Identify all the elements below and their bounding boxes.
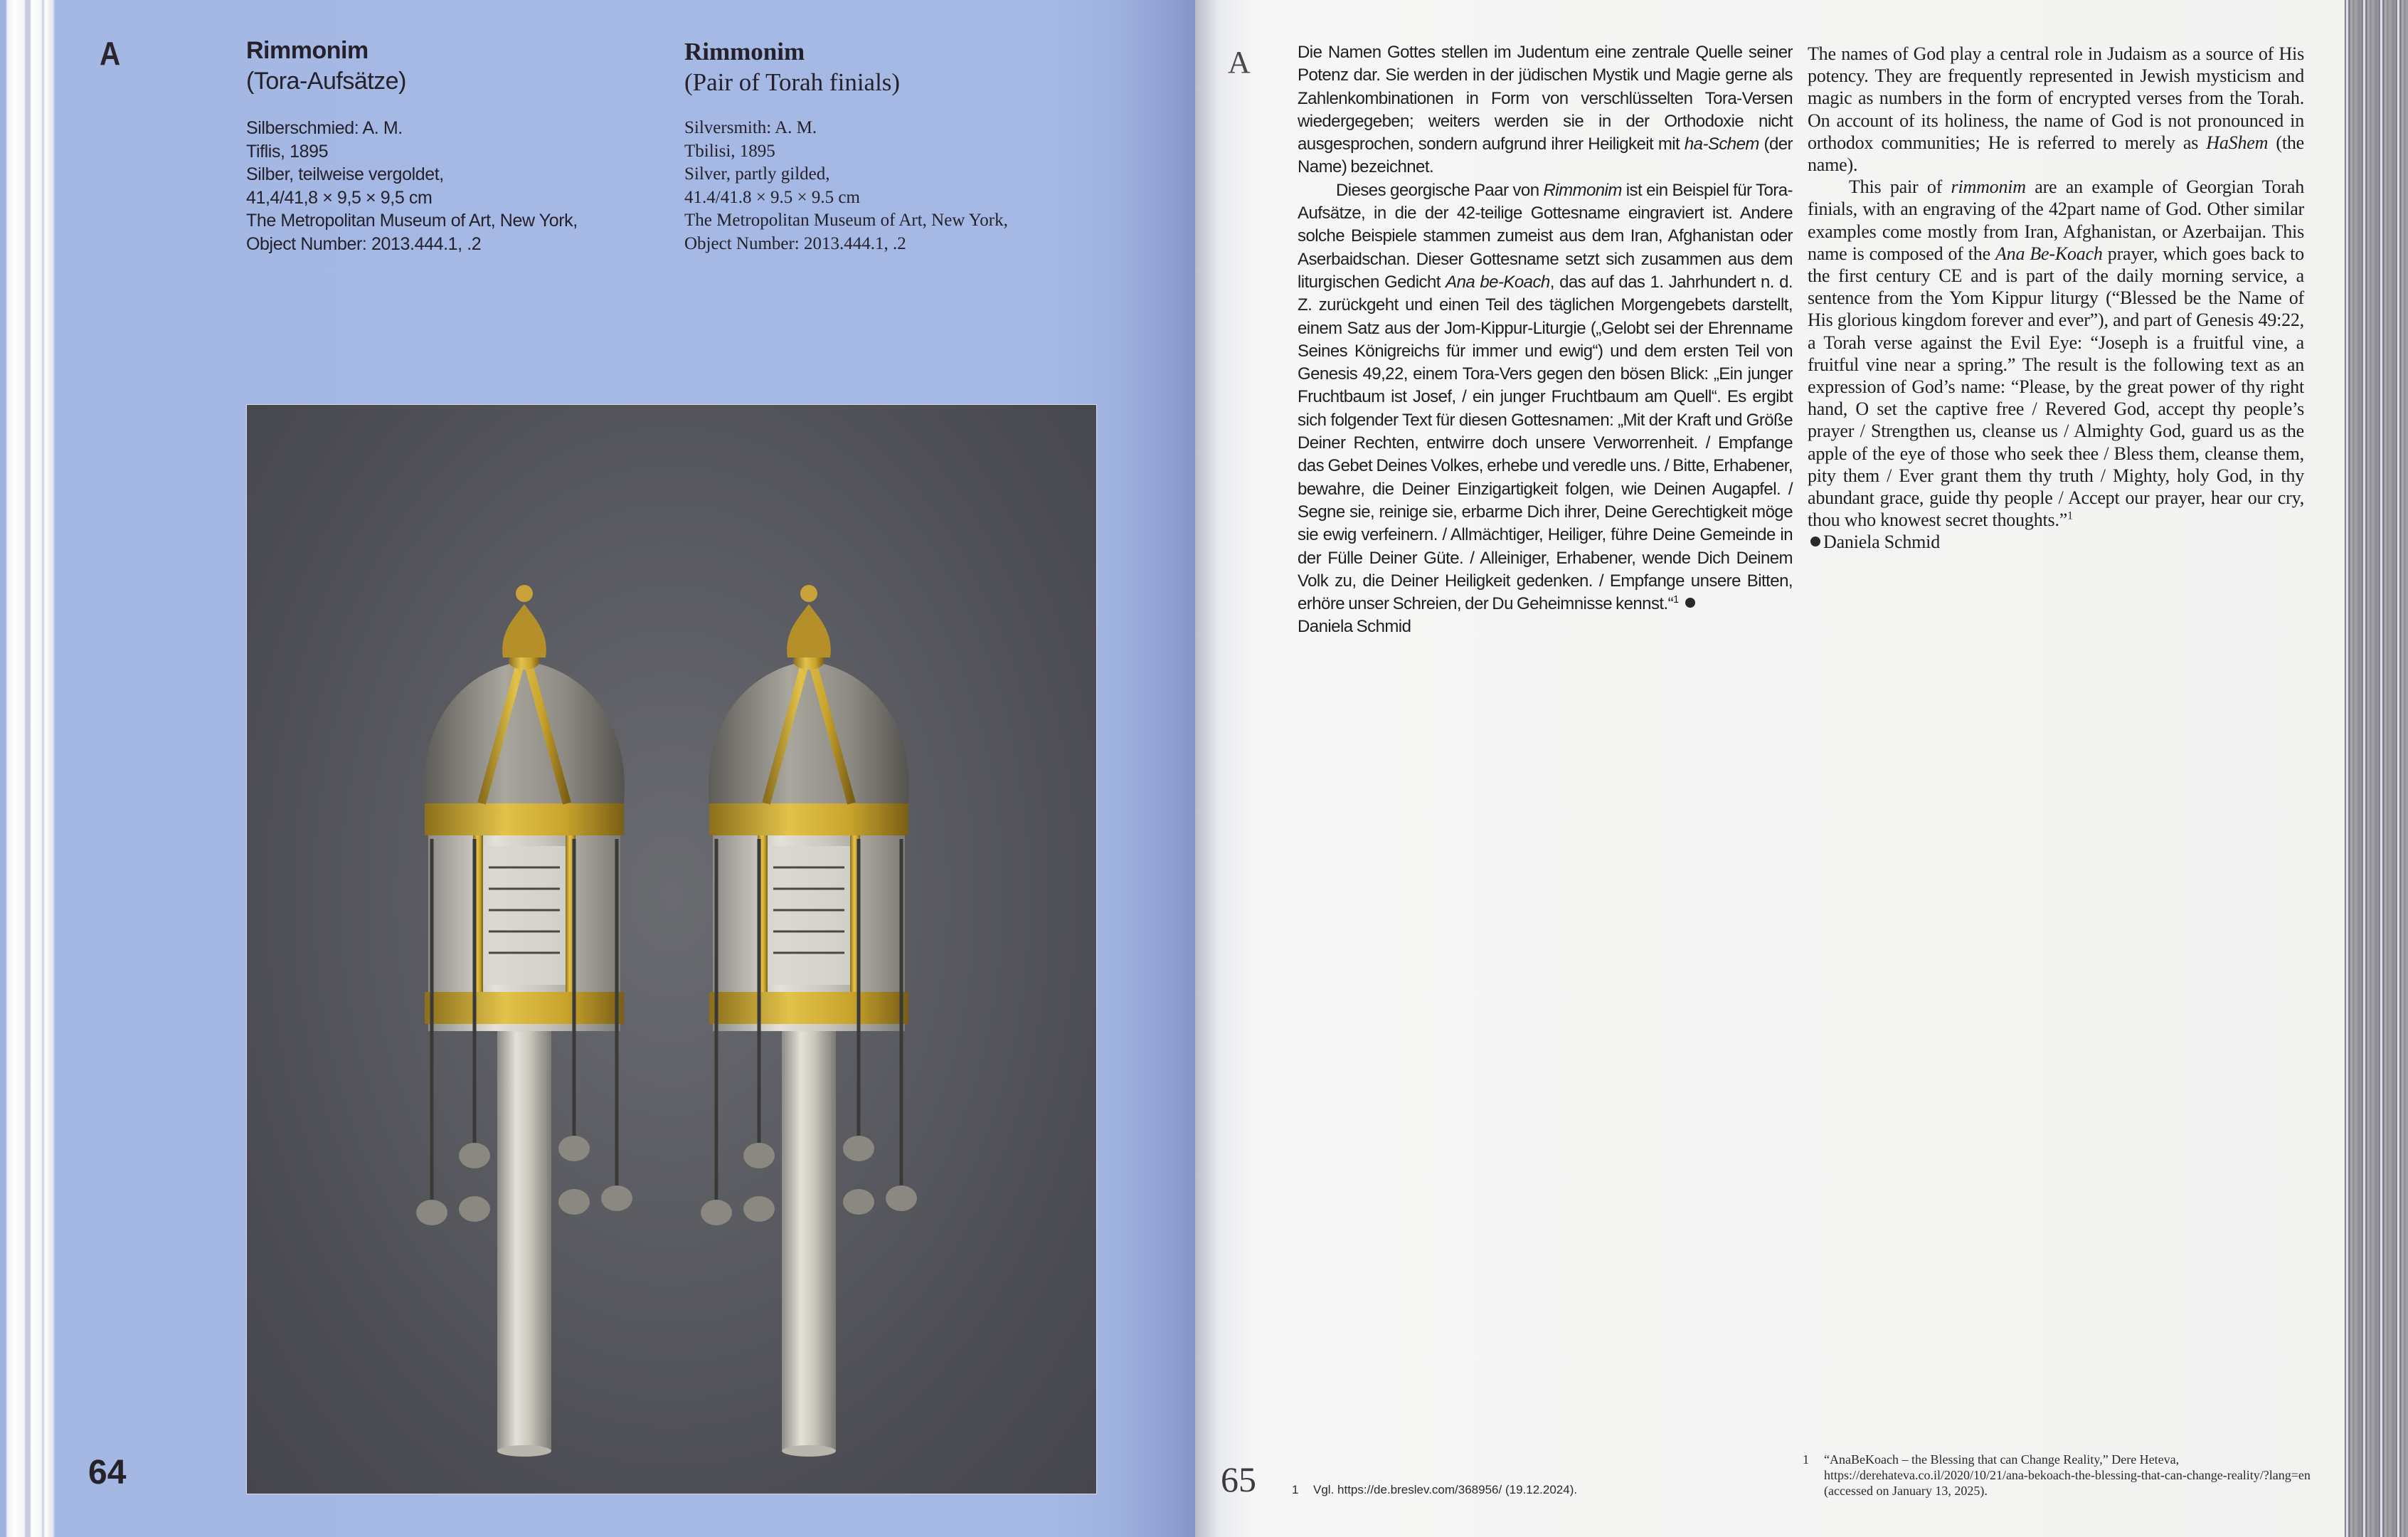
author-name: Daniela Schmid	[1823, 532, 1940, 553]
caption-object-number: Object Number: 2013.444.1, .2	[246, 233, 482, 254]
caption-maker: Silberschmied: A. M.	[246, 118, 403, 138]
caption-title: Rimmonim	[246, 37, 368, 64]
author-name: Daniela Schmid	[1298, 617, 1411, 637]
rimmonim-photograph	[246, 404, 1097, 1494]
caption-object-number: Object Number: 2013.444.1, .2	[684, 233, 906, 253]
caption-place-date: Tiflis, 1895	[246, 141, 329, 162]
page-number: 65	[1221, 1459, 1256, 1499]
body-text-english	[1808, 43, 2304, 554]
footnote-reference[interactable]: 1	[1673, 594, 1679, 606]
left-page	[0, 0, 1195, 1537]
caption-collection: The Metropolitan Museum of Art, New York,	[246, 211, 578, 231]
footnote-german	[1292, 1483, 1577, 1497]
section-letter: A	[1228, 45, 1251, 80]
paragraph: Dieses georgische Paar von Rimmonim ist ein Beispiel für Tora-Aufsätze, in die der 42-teilige Gottesname eingraviert ist. Andere solche Beispiele stammen zumeist aus dem Iran, Afghanistan oder Aserbaidschan. Dieser Gottesname setzt sich zusammen aus dem liturgischen Gedicht Ana be-Koach, das auf das 1. Jahrhundert n. d. Z. zurückgeht und einen Teil des täglichen Morgengebets darstellt, einem Satz aus der Jom-Kippur-Liturgie („Gelobt sei der Ehrenname Seines Königreichs für immer und ewig“) und dem ersten Teil von Genesis 49,22, einem Tora-Vers gegen den bösen Blick: „Ein junger Fruchtbaum ist Josef, / ein junger Fruchtbaum am Quell“. Es ergibt sich folgender Text für diesen Gottesnamen: „Mit der Kraft und Größe Deiner Rechten, entwirre doch unsere Verworrenheit. / Empfange das Gebet Deines Volkes, erhebe und veredle uns. / Bitte, Erhabener, bewahre, die Deiner Einzigartigkeit folgen, wie Deinen Augapfel. / Segne sie, reinige sie, erbarme Dich ihrer, Deine Gerechtigkeit möge sie ewig verfeinern. / Allmächtiger, Heiliger, führe Deine Gemeinde in der Fülle Deiner Güte. / Alleiniger, Erhabener, wende Dich Deinem Volk zu, die Deiner Heiligkeit gedenken. / Empfange unsere Bitten, erhöre unser Schreien, der Du Geheimnisse kennst.“$^1$ Daniela Schmid	[1298, 179, 1793, 639]
paragraph: This pair of rimmonim are an example of Georgian Torah finials, with an engraving of the 42part name of God. Other similar examples come mostly from Iran, Afghanistan, or Azerbaijan. This name is composed of the Ana Be-Koach prayer, which goes back to the first century CE and is part of the daily morning service, a sentence from the Yom Kippur liturgy (“Blessed be the Name of His glorious kingdom forever and ever”), and part of Genesis 49:22, a Torah verse against the Evil Eye: “Joseph is a fruitful vine, a fruitful vine near a spring.” The result is the following text as an expression of God’s name: “Please, by the great power of thy right hand, O set the captive free / Revered God, accept thy people’s prayer / Strengthen us, cleanse us / Almighty God, guard us as the apple of the eye of those who seek thee / Bless them, cleanse them, pity them / Ever grant them thy truth / Mighty, holy God, in thy abundant grace, guide thy people / Accept our prayer, hear our cry, thou who knowest secret thoughts.”$^1$ Daniela Schmid	[1808, 176, 2304, 553]
caption-material: Silber, teilweise vergoldet,	[246, 164, 444, 184]
caption-collection: The Metropolitan Museum of Art, New York,	[684, 211, 1008, 230]
footnote-english	[1803, 1452, 2322, 1499]
caption-dimensions: 41.4/41.8 × 9.5 × 9.5 cm	[684, 187, 860, 207]
body-text-german	[1298, 41, 1793, 639]
caption-german	[246, 36, 645, 255]
section-letter: A	[100, 35, 121, 72]
footnote-reference[interactable]: 1	[2067, 509, 2073, 522]
page-number: 64	[88, 1454, 127, 1491]
paragraph: The names of God play a central role in Judaism as a source of His potency. They are frequently represented in Jewish mysticism and magic as numbers in the form of encrypted verses from the Torah. On account of its holiness, the name of God is not pronounced in orthodox communities; He is referred to merely as HaShem (the name).	[1808, 43, 2304, 176]
page-edges-right	[2345, 0, 2408, 1537]
caption-place-date: Tbilisi, 1895	[684, 141, 775, 161]
end-mark-icon	[1810, 537, 1820, 546]
footnote-text: “AnaBeKoach – the Blessing that can Change Reality,” Dere Heteva, https://derehateva.co.il/2020/10/21/ana-bekoach-the-blessing-that-can-change-reality/?lang=en (accessed on January 13, 2025).	[1824, 1452, 2311, 1498]
caption-title: Rimmonim	[684, 38, 805, 65]
end-mark-icon	[1685, 598, 1695, 608]
caption-subtitle: (Pair of Torah finials)	[684, 68, 901, 96]
caption-meta	[246, 117, 645, 255]
footnote-number: 1	[1803, 1452, 1809, 1467]
caption-english	[684, 37, 1111, 255]
torah-finials-illustration	[247, 405, 1097, 1494]
caption-maker: Silversmith: A. M.	[684, 118, 817, 137]
caption-dimensions: 41,4/41,8 × 9,5 × 9,5 cm	[246, 187, 433, 208]
footnote-number: 1	[1292, 1483, 1299, 1496]
footnote-text: Vgl. https://de.breslev.com/368956/ (19.12.2024).	[1313, 1483, 1578, 1496]
page-edges-left	[0, 0, 57, 1537]
caption-meta	[684, 117, 1111, 255]
caption-material: Silver, partly gilded,	[684, 164, 830, 184]
paragraph: Die Namen Gottes stellen im Judentum eine zentrale Quelle seiner Potenz dar. Sie werden in der jüdischen Mystik und Magie gerne als Zahlenkombinationen in Form von verschlüsselten Tora-Versen wiedergegeben; weiters werden sie in der Orthodoxie nicht ausgesprochen, sondern aufgrund ihrer Heiligkeit mit ha-Schem (der Name) bezeichnet.	[1298, 43, 1793, 177]
caption-subtitle: (Tora-Aufsätze)	[246, 68, 406, 95]
